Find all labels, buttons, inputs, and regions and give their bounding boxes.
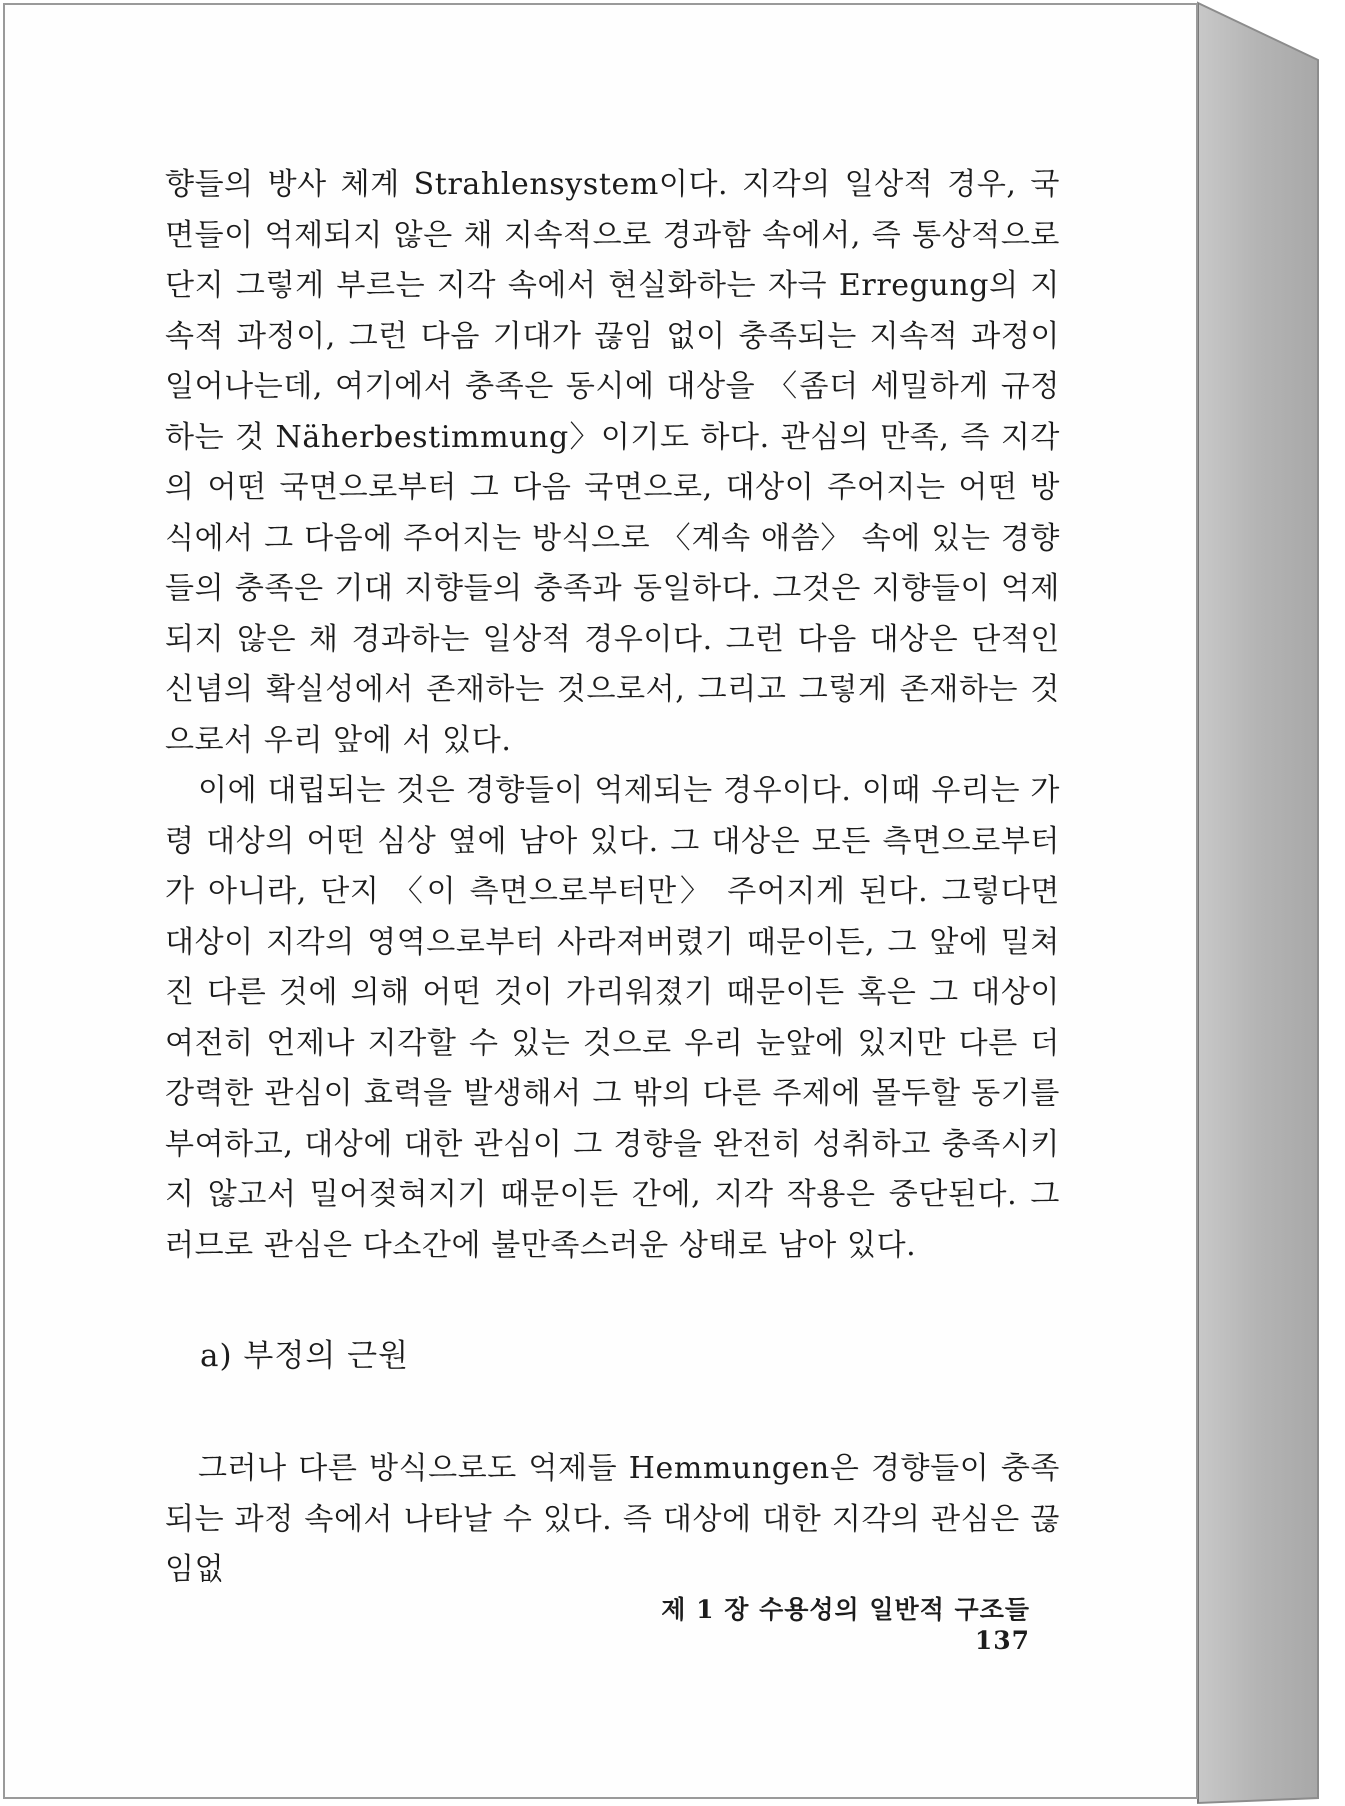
chapter-title: 제 1 장 수용성의 일반적 구조들 <box>661 1595 1030 1624</box>
page-number: 137 <box>974 1626 1030 1655</box>
paragraph-1: 향들의 방사 체계 Strahlensystem이다. 지각의 일상적 경우, 국면들이 억제되지 않은 채 지속적으로 경과함 속에서, 즉 통상적으로 단지 그렇게 부르는 지각 속에서 현실화하는 자극 Erregung의 지속적 과정이, 그런 다음 기대가 끊임 없이 충족되는 지속적 과정이 일어나는데, 여기에서 충족은 동시에 대상을 〈좀더 세밀하게 규정하는 것 Näherbestimmung〉이기도 하다. 관심의 만족, 즉 지각의 어떤 국면으로부터 그 다음 국면으로, 대상이 주어지는 어떤 방식에서 그 다음에 주어지는 방식으로 〈계속 애씀〉 속에 있는 경향들의 충족은 기대 지향들의 충족과 동일하다. 그것은 지향들이 억제되지 않은 채 경과하는 일상적 경우이다. 그런 다음 대상은 단적인 신념의 확실성에서 존재하는 것으로서, 그리고 그렇게 존재하는 것으로서 우리 앞에 서 있다. <box>165 167 1060 758</box>
body-text <box>165 160 1060 1271</box>
running-footer <box>625 1590 1030 1655</box>
section-paragraph: 그러나 다른 방식으로도 억제들 Hemmungen은 경향들이 충족되는 과정 속에서 나타날 수 있다. 즉 대상에 대한 지각의 관심은 끊임없 <box>165 1451 1060 1587</box>
paragraph-2: 이에 대립되는 것은 경향들이 억제되는 경우이다. 이때 우리는 가령 대상의 어떤 심상 옆에 남아 있다. 그 대상은 모든 측면으로부터가 아니라, 단지 〈이 측면으로부터만〉 주어지게 된다. 그렇다면 대상이 지각의 영역으로부터 사라져버렸기 때문이든, 그 앞에 밀쳐진 다른 것에 의해 어떤 것이 가리워졌기 때문이든 혹은 그 대상이 여전히 언제나 지각할 수 있는 것으로 우리 눈앞에 있지만 다른 더 강력한 관심이 효력을 발생해서 그 밖의 다른 주제에 몰두할 동기를 부여하고, 대상에 대한 관심이 그 경향을 완전히 성취하고 충족시키지 않고서 밀어젖혀지기 때문이든 간에, 지각 작용은 중단된다. 그러므로 관심은 다소간에 불만족스러운 상태로 남아 있다. <box>165 773 1060 1263</box>
section-heading: a) 부정의 근원 <box>200 1338 410 1374</box>
